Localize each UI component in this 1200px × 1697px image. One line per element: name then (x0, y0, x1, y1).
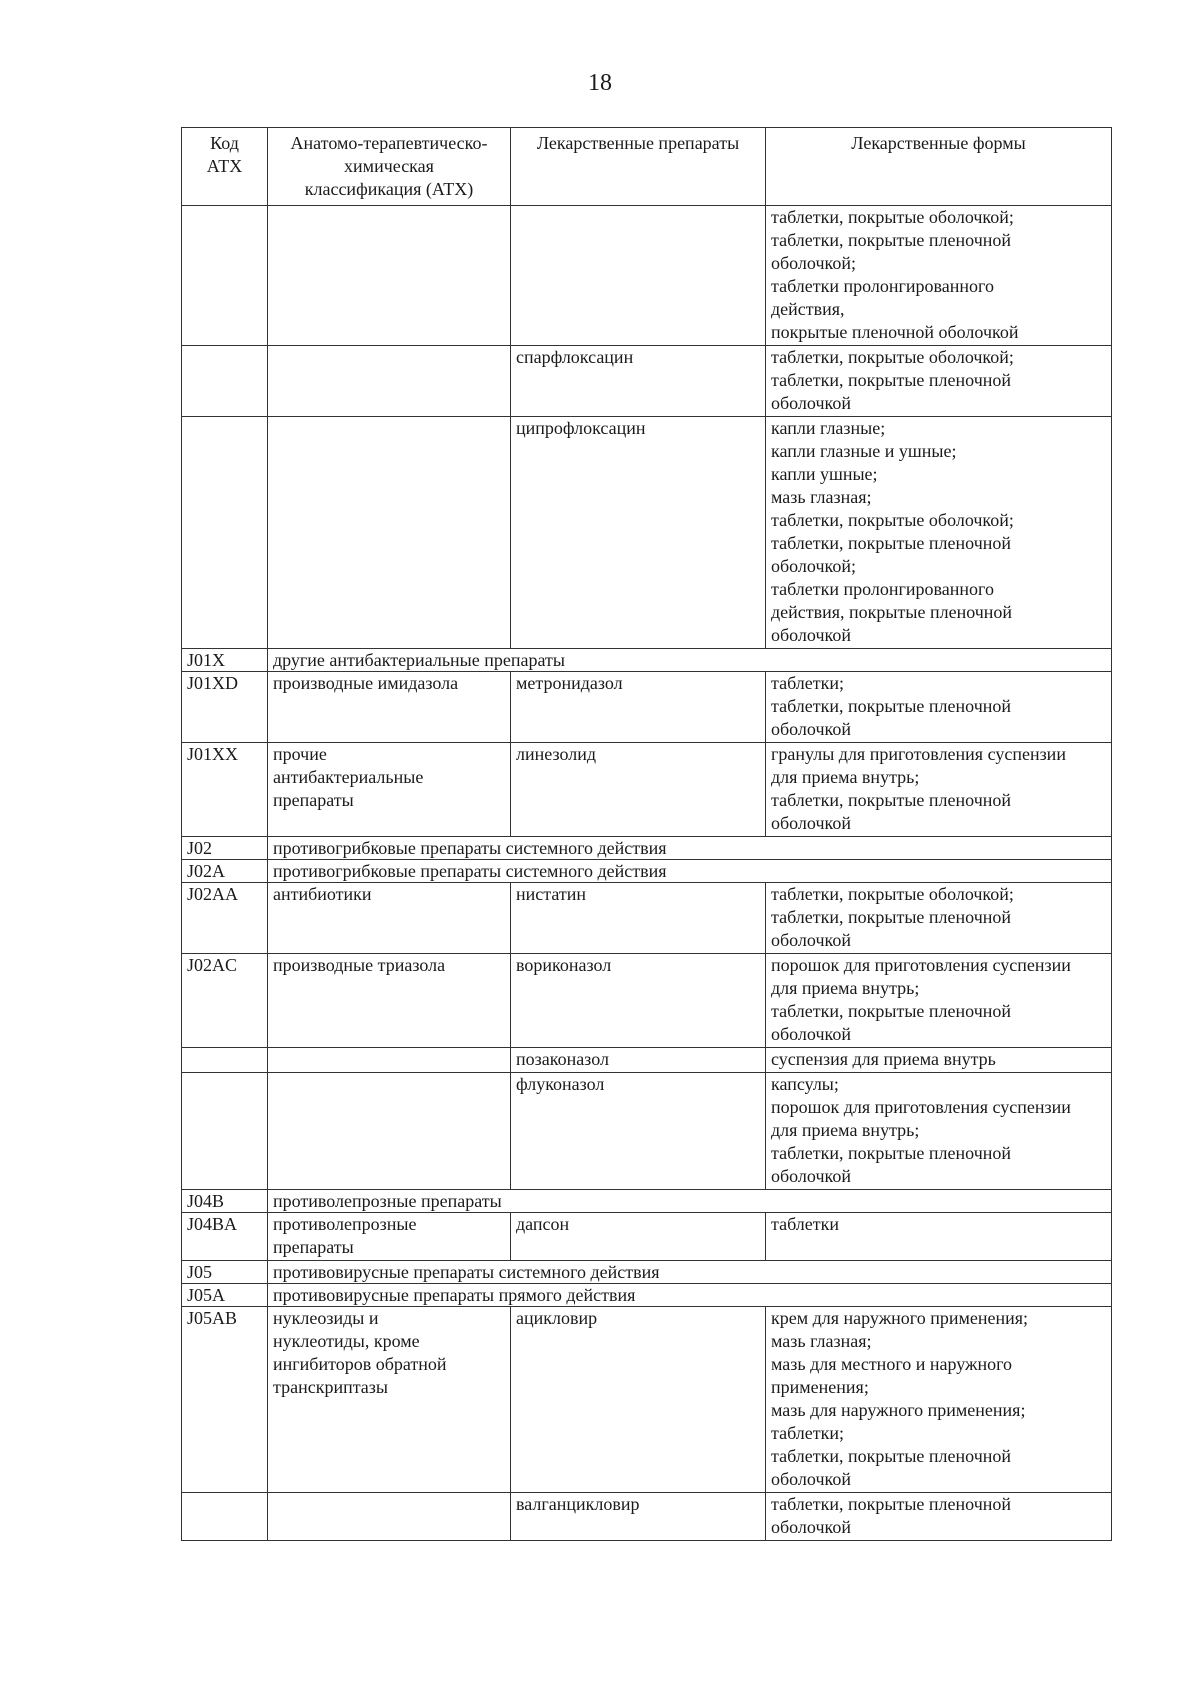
classification-line: препараты (273, 790, 354, 810)
dosage-form-line: суспензия для приема внутрь (771, 1049, 996, 1069)
dosage-form-line: применения; (771, 1377, 869, 1397)
dosage-forms (766, 1307, 1112, 1493)
dosage-form-line: оболочкой (771, 393, 851, 413)
dosage-form-line: для приема внутрь; (771, 1120, 920, 1140)
group-title: противовирусные препараты системного действия (268, 1261, 1112, 1284)
dosage-form-line: таблетки; (771, 673, 845, 693)
atx-classification (268, 883, 511, 954)
group-title: противогрибковые препараты системного действия (268, 837, 1112, 860)
page-number: 18 (588, 70, 612, 96)
dosage-forms (766, 954, 1112, 1048)
dosage-form-line: мазь для местного и наружного (771, 1354, 1013, 1374)
classification-line: противолепрозные (273, 1214, 417, 1234)
dosage-forms (766, 346, 1112, 417)
atx-code (182, 417, 268, 649)
classification-line: нуклеозиды и (273, 1308, 379, 1328)
atx-classification (268, 672, 511, 743)
atx-classification (268, 206, 511, 346)
atx-code (182, 1493, 268, 1541)
table-row (182, 1307, 1112, 1493)
dosage-form-line: для приема внутрь; (771, 978, 920, 998)
dosage-forms (766, 1493, 1112, 1541)
dosage-form-line: действия, покрытые пленочной (771, 602, 1013, 622)
atx-classification (268, 346, 511, 417)
dosage-form-line: мазь для наружного применения; (771, 1400, 1026, 1420)
header-code: Код АТХ (182, 128, 268, 206)
group-title: противогрибковые препараты системного действия (268, 860, 1112, 883)
dosage-form-line: оболочкой; (771, 556, 856, 576)
atx-code: J01XX (182, 743, 268, 837)
header-forms: Лекарственные формы (766, 128, 1112, 206)
dosage-form-line: гранулы для приготовления суспензии (771, 744, 1066, 764)
dosage-forms (766, 1048, 1112, 1073)
atx-code: J02AC (182, 954, 268, 1048)
drug-name (511, 206, 766, 346)
classification-line: антибактериальные (273, 767, 424, 787)
dosage-form-line: таблетки, покрытые пленочной (771, 696, 1012, 716)
dosage-form-line: покрытые пленочной оболочкой (771, 322, 1019, 342)
dosage-form-line: крем для наружного применения; (771, 1308, 1029, 1328)
drug-name: нистатин (511, 883, 766, 954)
atx-code: J01XD (182, 672, 268, 743)
group-row (182, 649, 1112, 672)
table-row (182, 672, 1112, 743)
dosage-form-line: для приема внутрь; (771, 767, 920, 787)
dosage-form-line: таблетки, покрытые оболочкой; (771, 884, 1014, 904)
classification-line: транскриптазы (273, 1377, 388, 1397)
dosage-form-line: капсулы; (771, 1074, 839, 1094)
table-row (182, 883, 1112, 954)
dosage-form-line: капли глазные; (771, 418, 886, 438)
table-row (182, 1073, 1112, 1190)
table-row (182, 954, 1112, 1048)
group-row (182, 1190, 1112, 1213)
atx-code: J02A (182, 860, 268, 883)
dosage-form-line: оболочкой (771, 1469, 851, 1489)
dosage-forms (766, 672, 1112, 743)
dosage-form-line: таблетки, покрытые пленочной (771, 1446, 1012, 1466)
atx-code: J02AA (182, 883, 268, 954)
dosage-form-line: оболочкой (771, 719, 851, 739)
table-row (182, 1048, 1112, 1073)
drug-name: ципрофлоксацин (511, 417, 766, 649)
table-header-row (182, 128, 1112, 206)
dosage-form-line: мазь глазная; (771, 1331, 872, 1351)
dosage-form-line: порошок для приготовления суспензии (771, 1097, 1071, 1117)
classification-line: препараты (273, 1237, 354, 1257)
atx-code: J04B (182, 1190, 268, 1213)
atx-classification (268, 1048, 511, 1073)
dosage-form-line: таблетки, покрытые пленочной (771, 1494, 1012, 1514)
drug-name: валганцикловир (511, 1493, 766, 1541)
atx-classification (268, 1493, 511, 1541)
classification-line: ингибиторов обратной (273, 1354, 447, 1374)
dosage-forms (766, 1073, 1112, 1190)
drug-name: флуконазол (511, 1073, 766, 1190)
dosage-form-line: оболочкой (771, 1024, 851, 1044)
dosage-form-line: таблетки; (771, 1423, 845, 1443)
classification-line: антибиотики (273, 884, 372, 904)
dosage-form-line: таблетки (771, 1214, 840, 1234)
dosage-form-line: оболочкой (771, 930, 851, 950)
table-row (182, 1493, 1112, 1541)
atx-classification (268, 417, 511, 649)
table-row (182, 417, 1112, 649)
atx-code: J05AB (182, 1307, 268, 1493)
dosage-form-line: таблетки, покрытые пленочной (771, 790, 1012, 810)
dosage-form-line: таблетки, покрытые пленочной (771, 1001, 1012, 1021)
dosage-form-line: действия, (771, 299, 845, 319)
atx-code (182, 206, 268, 346)
dosage-form-line: таблетки, покрытые оболочкой; (771, 510, 1014, 530)
atx-code (182, 1048, 268, 1073)
group-row (182, 837, 1112, 860)
atx-drug-table (181, 127, 1112, 1541)
atx-classification (268, 1073, 511, 1190)
dosage-form-line: оболочкой (771, 1517, 851, 1537)
atx-code: J02 (182, 837, 268, 860)
dosage-form-line: капли ушные; (771, 464, 878, 484)
dosage-forms (766, 1213, 1112, 1261)
dosage-form-line: оболочкой (771, 625, 851, 645)
dosage-form-line: оболочкой (771, 1166, 851, 1186)
classification-line: производные триазола (273, 955, 446, 975)
dosage-form-line: таблетки, покрытые оболочкой; (771, 347, 1014, 367)
atx-code: J05A (182, 1284, 268, 1307)
group-title: противолепрозные препараты (268, 1190, 1112, 1213)
group-row (182, 1284, 1112, 1307)
dosage-forms (766, 417, 1112, 649)
atx-classification (268, 954, 511, 1048)
atx-classification (268, 1213, 511, 1261)
drug-name: вориконазол (511, 954, 766, 1048)
table-body (182, 206, 1112, 1541)
group-title: другие антибактериальные препараты (268, 649, 1112, 672)
dosage-forms (766, 206, 1112, 346)
dosage-form-line: таблетки, покрытые пленочной (771, 370, 1012, 390)
dosage-form-line: таблетки пролонгированного (771, 579, 994, 599)
group-row (182, 1261, 1112, 1284)
dosage-form-line: мазь глазная; (771, 487, 872, 507)
atx-code: J05 (182, 1261, 268, 1284)
dosage-forms (766, 883, 1112, 954)
drug-name: спарфлоксацин (511, 346, 766, 417)
atx-code: J01X (182, 649, 268, 672)
atx-code (182, 1073, 268, 1190)
atx-code: J04BA (182, 1213, 268, 1261)
drug-name: ацикловир (511, 1307, 766, 1493)
group-row (182, 860, 1112, 883)
dosage-form-line: капли глазные и ушные; (771, 441, 957, 461)
classification-line: нуклеотиды, кроме (273, 1331, 420, 1351)
dosage-form-line: таблетки, покрытые пленочной (771, 1143, 1012, 1163)
group-title: противовирусные препараты прямого действия (268, 1284, 1112, 1307)
dosage-form-line: оболочкой (771, 813, 851, 833)
atx-classification (268, 743, 511, 837)
header-drugs: Лекарственные препараты (511, 128, 766, 206)
dosage-form-line: таблетки, покрытые пленочной (771, 533, 1012, 553)
table-row (182, 743, 1112, 837)
table-row (182, 206, 1112, 346)
header-classification: Анатомо-терапевтическо- химическая классификация (АТХ) (268, 128, 511, 206)
dosage-form-line: порошок для приготовления суспензии (771, 955, 1071, 975)
table-row (182, 346, 1112, 417)
drug-name: метронидазол (511, 672, 766, 743)
dosage-form-line: таблетки, покрытые пленочной (771, 230, 1012, 250)
classification-line: прочие (273, 744, 327, 764)
drug-name: линезолид (511, 743, 766, 837)
classification-line: производные имидазола (273, 673, 459, 693)
atx-classification (268, 1307, 511, 1493)
atx-code (182, 346, 268, 417)
dosage-form-line: таблетки пролонгированного (771, 276, 994, 296)
dosage-forms (766, 743, 1112, 837)
drug-name: дапсон (511, 1213, 766, 1261)
table-row (182, 1213, 1112, 1261)
dosage-form-line: оболочкой; (771, 253, 856, 273)
dosage-form-line: таблетки, покрытые оболочкой; (771, 207, 1014, 227)
drug-name: позаконазол (511, 1048, 766, 1073)
dosage-form-line: таблетки, покрытые пленочной (771, 907, 1012, 927)
